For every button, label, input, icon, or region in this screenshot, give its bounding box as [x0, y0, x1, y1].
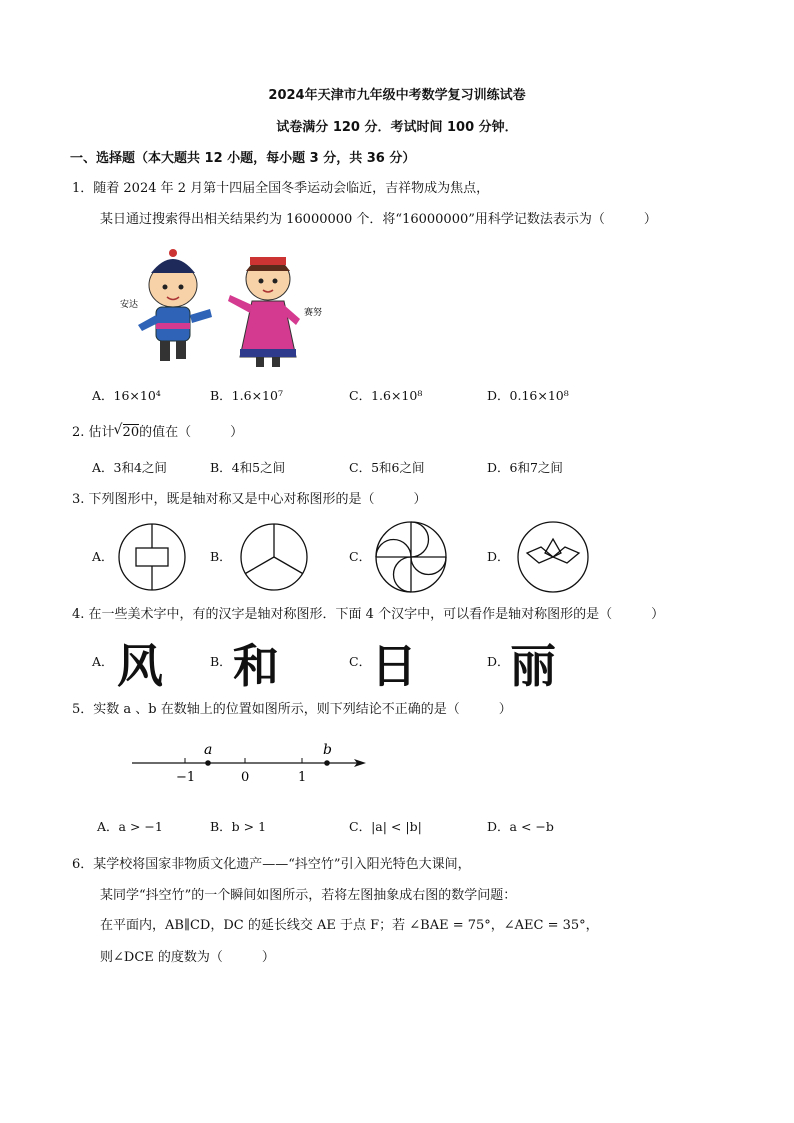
q1-stem-line2: 某日通过搜索得出相关结果约为 16000000 个．将“16000000”用科学记数法表示为（ ） [100, 212, 657, 227]
q4-char-b: 和 [233, 639, 279, 693]
q2-option-d: D．6和7之间 [487, 460, 563, 475]
q6-stem-line4: 则∠DCE 的度数为（ ） [100, 950, 275, 965]
q2-stem-prefix: 2. 估计 [72, 425, 115, 440]
q5-option-c: C．|a| < |b| [349, 819, 422, 834]
q5-option-a: A．a > −1 [97, 819, 163, 834]
sqrt-sign-icon: √ [113, 422, 123, 438]
q2-option-b: B．4和5之间 [210, 460, 286, 475]
q3-figure-b [238, 521, 310, 593]
mascot-label-anda: 安达 [120, 300, 139, 310]
q3-label-b: B． [210, 549, 232, 564]
q1-option-a: A．16×10⁴ [92, 388, 161, 403]
q5-option-d: D．a < −b [487, 819, 554, 834]
q4-char-c: 日 [371, 639, 417, 693]
number-line [128, 740, 373, 785]
mascot-boy [138, 249, 212, 361]
q1-stem-line1: 1．随着 2024 年 2 月第十四届全国冬季运动会临近，吉祥物成为焦点， [72, 181, 490, 196]
q3-figure-d [515, 519, 591, 595]
q6-stem-line2: 某同学“抖空竹”的一个瞬间如图所示，若将左图抽象成右图的数学问题： [100, 888, 517, 903]
q3-figure-c [373, 519, 449, 595]
tick-label-minus1: −1 [176, 770, 196, 785]
point-b-label: b [323, 742, 332, 758]
q2-option-a: A．3和4之间 [92, 460, 167, 475]
point-a [205, 760, 211, 766]
q6-stem-line3: 在平面内，AB∥CD，DC 的延长线交 AE 于点 F；若 ∠BAE = 75°，∠AEC = 35°， [100, 918, 599, 933]
q1-option-d: D．0.16×10⁸ [487, 388, 569, 403]
q2-stem-suffix: 的值在（ ） [139, 425, 244, 440]
sqrt-radicand: √ 20 [113, 422, 140, 440]
tick-label-0: 0 [241, 770, 250, 785]
point-a-label: a [204, 742, 213, 758]
q4-label-a: A． [92, 654, 114, 669]
q4-char-a: 风 [117, 639, 163, 693]
q4-label-c: C． [349, 654, 372, 669]
q6-stem-line1: 6．某学校将国家非物质文化遗产——“抖空竹”引入阳光特色大课间， [72, 857, 471, 872]
q1-option-c: C．1.6×10⁸ [349, 388, 423, 403]
q3-figure-a [116, 521, 188, 593]
page-title: 2024年天津市九年级中考数学复习训练试卷 [268, 88, 526, 103]
q4-label-d: D． [487, 654, 510, 669]
page-subtitle: 试卷满分 120 分．考试时间 100 分钟． [276, 120, 518, 135]
q2-stem [72, 421, 243, 440]
q2-option-c: C．5和6之间 [349, 460, 425, 475]
q3-stem: 3. 下列图形中，既是轴对称又是中心对称图形的是（ ） [72, 492, 427, 507]
q1-option-b: B．1.6×10⁷ [210, 388, 283, 403]
mascot-girl [228, 257, 300, 367]
q4-label-b: B． [210, 654, 232, 669]
q3-label-d: D． [487, 549, 510, 564]
point-b [324, 760, 330, 766]
mascot-image [118, 245, 333, 370]
section-heading: 一、选择题（本大题共 12 小题，每小题 3 分，共 36 分） [70, 151, 416, 166]
mascot-label-sainu: 赛努 [304, 308, 323, 318]
q4-char-d: 丽 [510, 639, 556, 693]
q5-stem: 5．实数 a 、b 在数轴上的位置如图所示，则下列结论不正确的是（ ） [72, 702, 512, 717]
q3-label-a: A． [92, 549, 114, 564]
tick-label-1: 1 [298, 770, 307, 785]
q3-label-c: C． [349, 549, 372, 564]
q5-option-b: B．b > 1 [210, 819, 267, 834]
q4-stem: 4. 在一些美术字中，有的汉字是轴对称图形．下面 4 个汉字中，可以看作是轴对称图形的是（ ） [72, 607, 665, 622]
